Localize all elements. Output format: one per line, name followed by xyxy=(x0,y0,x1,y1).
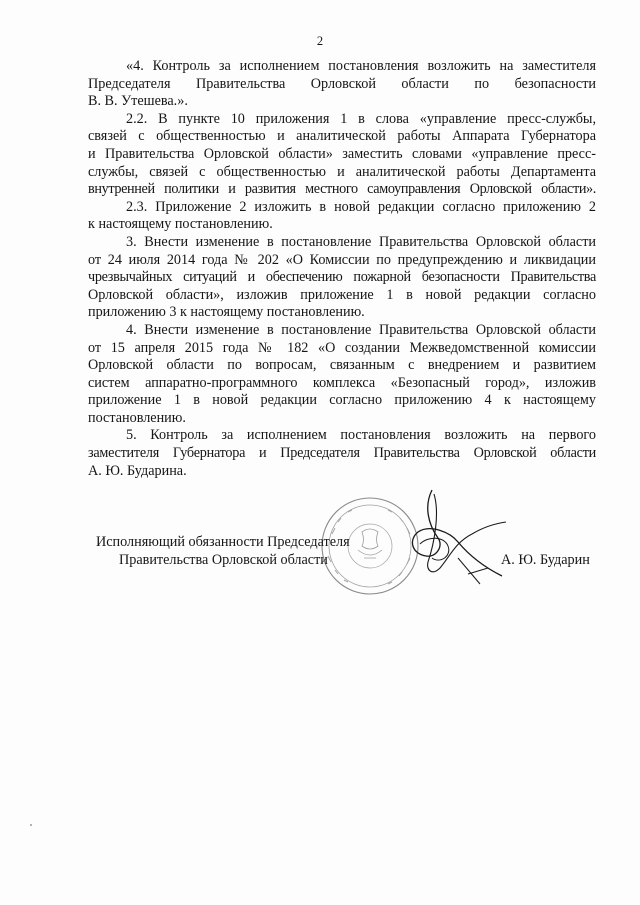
paragraph-line: А. Ю. Бударина. xyxy=(88,462,187,479)
paragraph-line: 3. Внести изменение в постановление Правительства Орловской области xyxy=(126,233,596,250)
signatory-position-line1: Исполняющий обязанности Председателя xyxy=(96,534,350,550)
paragraph-line: от 24 июля 2014 года № 202 «О Комиссии по предупреждению и ликвидации xyxy=(88,251,596,268)
scan-speck xyxy=(30,824,32,826)
paragraph-line: заместителя Губернатора и Председателя Правительства Орловской области xyxy=(88,445,596,462)
paragraph-line: 2.3. Приложение 2 изложить в новой редакции согласно приложению 2 xyxy=(126,198,596,215)
paragraph-line: чрезвычайных ситуаций и обеспечению пожарной безопасности Правительства xyxy=(88,269,596,286)
handwritten-signature-icon xyxy=(398,484,510,592)
paragraph-line: систем аппаратно-программного комплекса «Безопасный город», изложив xyxy=(88,374,596,391)
paragraph-line: «4. Контроль за исполнением постановления возложить на заместителя xyxy=(126,58,596,74)
paragraph-line: связей с общественностью и аналитической работы Аппарата Губернатора xyxy=(88,128,596,145)
paragraph-line: 4. Внести изменение в постановление Правительства Орловской области xyxy=(126,321,596,338)
paragraph-line: Орловской области», изложив приложение 1 в новой редакции согласно xyxy=(88,286,596,303)
paragraph-line: 5. Контроль за исполнением постановления возложить на первого xyxy=(126,427,596,444)
paragraph-line: В. В. Утешева.». xyxy=(88,93,188,110)
signatory-name: А. Ю. Бударин xyxy=(501,552,590,568)
paragraph-line: 2.2. В пункте 10 приложения 1 в слова «управление пресс-службы, xyxy=(126,110,596,127)
paragraph-line: приложение 1 в новой редакции согласно приложению 4 к настоящему xyxy=(88,392,596,409)
paragraph-line: Орловской области по вопросам, связанным с внедрением и развитием xyxy=(88,357,596,374)
paragraph-line: внутренней политики и развития местного самоуправления Орловской области». xyxy=(88,181,596,198)
signatory-position-line2: Правительства Орловской области xyxy=(119,552,328,568)
page-number: 2 xyxy=(316,34,324,48)
paragraph-line: Председателя Правительства Орловской области по безопасности xyxy=(88,75,596,92)
paragraph-line: и Правительства Орловской области» заместить словами «управление пресс- xyxy=(88,145,596,162)
paragraph-line: постановлению. xyxy=(88,409,186,426)
paragraph-line: приложению 3 к настоящему постановлению. xyxy=(88,304,365,321)
paragraph-line: к настоящему постановлению. xyxy=(88,216,273,233)
paragraph-line: от 15 апреля 2015 года № 182 «О создании Межведомственной комиссии xyxy=(88,339,596,356)
paragraph-line: службы, связей с общественностью и аналитической работы Департамента xyxy=(88,163,596,180)
